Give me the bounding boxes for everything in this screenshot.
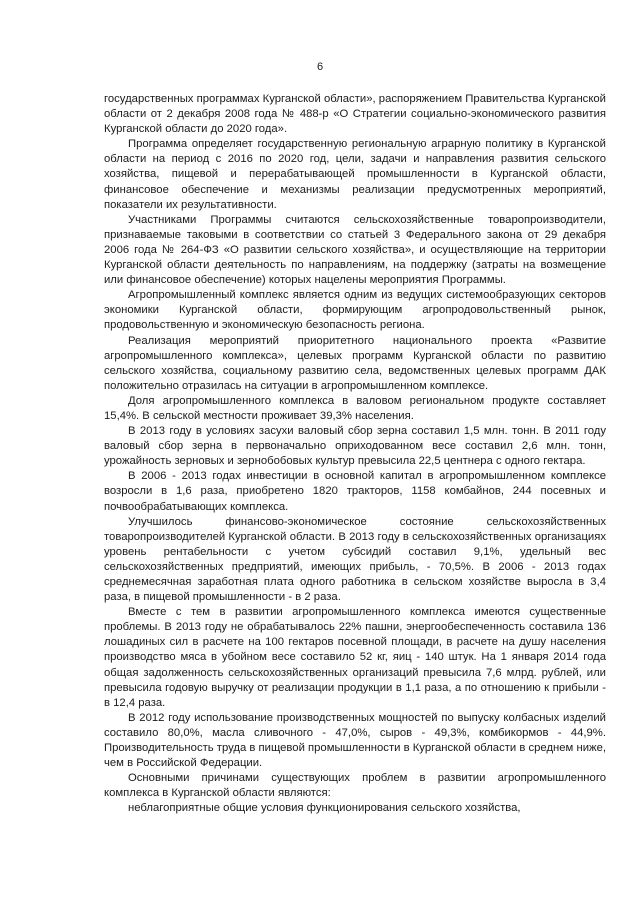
paragraph-11: В 2012 году использование производственных мощностей по выпуску колбасных изделий составило 80,0%, масла сливочного - 47,0%, сыров - 49,3%, комбикормов - 44,9%. Производительность труда в пищевой промышленности в Курганской области в среднем ниже, чем в Российской Федерации. xyxy=(104,711,606,770)
paragraph-1: государственных программах Курганской области», распоряжением Правительства Курганской области от 2 декабря 2008 года № 488-р «О Стратегии социально-экономического развития Курганской области до 2020 года». xyxy=(104,93,606,136)
paragraph-6: Доля агропромышленного комплекса в валовом региональном продукте составляет 15,4%. В сельской местности проживает 39,3% населения. xyxy=(104,394,606,422)
document-body xyxy=(104,92,606,817)
paragraph-7: В 2013 году в условиях засухи валовый сбор зерна составил 1,5 млн. тонн. В 2011 году валовый сбор зерна в первоначально оприходованном весе составил 2,6 млн. тонн, урожайность зерновых и зернобобовых культур превысила 22,5 центнера с одного гектара. xyxy=(104,425,606,468)
paragraph-9: Улучшилось финансово-экономическое состояние сельскохозяйственных товаропроизводителей Курганской области. В 2013 году в сельскохозяйственных организациях уровень рентабельности с учетом субсидий составил 9,1%, удельный вес сельскохозяйственных предприятий, имеющих прибыль, - 70,5%. В 2006 - 2013 годах среднемесячная заработная плата одного работника в сельском хозяйстве выросла в 3,4 раза, в пищевой промышленности - в 2 раза. xyxy=(104,515,606,604)
paragraph-13: неблагоприятные общие условия функционирования сельского хозяйства, xyxy=(128,802,521,815)
paragraph-3: Участниками Программы считаются сельскохозяйственные товаропроизводители, признаваемые таковыми в соответствии со статьей 3 Федерального закона от 29 декабря 2006 года № 264-ФЗ «О развитии сельского хозяйства», и осуществляющие на территории Курганской области деятельность по направлениям, на поддержку (затраты на возмещение или финансовое обеспечение) которых нацелены мероприятия Программы. xyxy=(104,213,606,287)
paragraph-5: Реализация мероприятий приоритетного национального проекта «Развитие агропромышленного комплекса», целевых программ Курганской области по развитию сельского хозяйства, социальному развитию села, ведомственных целевых программ ДАК положительно отразилась на ситуации в агропромышленном комплексе. xyxy=(104,334,606,392)
paragraph-4: Агропромышленный комплекс является одним из ведущих системообразующих секторов экономики Курганской области, формирующим агропродовольственный рынок, продовольственную и экономическую безопасность региона. xyxy=(104,289,606,332)
paragraph-2: Программа определяет государственную региональную аграрную политику в Курганской области на период с 2016 по 2020 год, цели, задачи и направления развития сельского хозяйства, пищевой и перерабатывающей промышленности в Курганской области, финансовое обеспечение и механизмы реализации предусмотренных мероприятий, показатели их результативности. xyxy=(104,138,606,211)
paragraph-12: Основными причинами существующих проблем в развитии агропромышленного комплекса в Курганской области являются: xyxy=(104,772,606,800)
page-number: 6 xyxy=(316,61,324,73)
paragraph-8: В 2006 - 2013 годах инвестиции в основной капитал в агропромышленном комплексе возросли в 1,6 раза, приобретено 1820 тракторов, 1158 комбайнов, 244 посевных и почвообрабатывающих комплекса. xyxy=(104,470,606,513)
paragraph-10: Вместе с тем в развитии агропромышленного комплекса имеются существенные проблемы. В 2013 году не обрабатывалось 22% пашни, энергообеспеченность составила 136 лошадиных сил в расчете на 100 гектаров посевной площади, в расчете на душу населения производство мяса в убойном весе составило 52 кг, яиц - 140 штук. На 1 января 2014 года общая задолженность сельскохозяйственных организаций превысила 7,6 млрд. рублей, или превысила годовую выручку от реализации продукции в 1,1 раза, а по отношению к прибыли - в 12,4 раза. xyxy=(104,606,606,709)
